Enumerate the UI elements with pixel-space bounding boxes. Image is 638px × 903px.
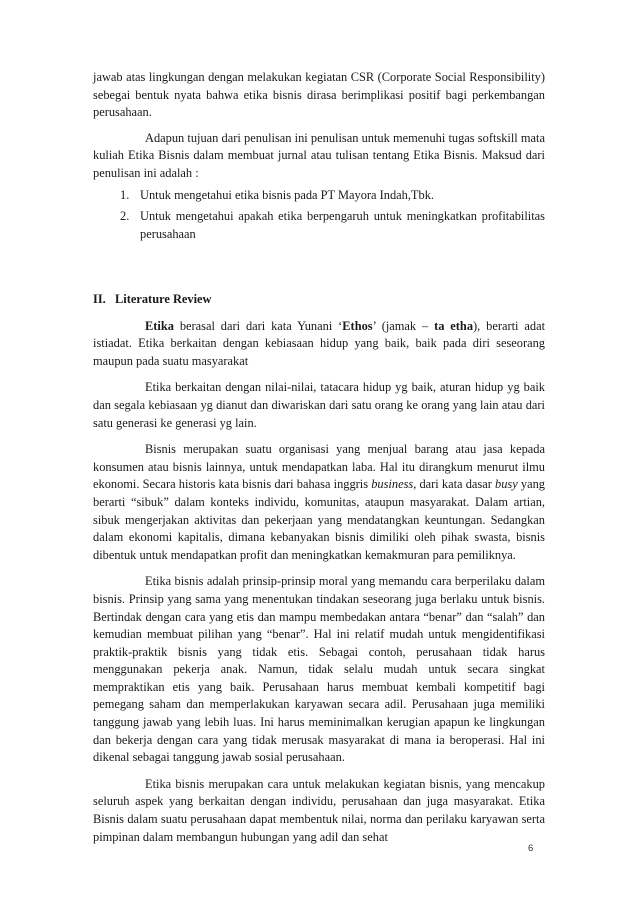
- text-run: Bisnis merupakan suatu organisasi yang menjual barang atau jasa kepada konsumen atau bisnis lainnya, untuk mendapatkan laba. Hal itu dirangkum menurut ilmu ekonomi. Secara historis kata bisnis dari bahasa inggris: [93, 442, 545, 492]
- term-ta-etha: ta etha: [434, 318, 474, 333]
- etika-bisnis-principles-paragraph: Etika bisnis adalah prinsip-prinsip moral yang memandu cara berperilaku dalam bisnis. Prinsip yang sama yang menentukan tindakan seseorang juga berlaku untuk bisnis. Bertindak dengan cara yang etis dan mampu membedakan antara “benar” dan “salah” dan kemudian membuat pilihan yang “benar”. Hal ini relatif mudah untuk mengidentifikasi praktik-praktik bisnis yang tidak etis. Sebagai contoh, perusahaan tidak harus menggunakan pekerja anak. Namun, tidak selalu mudah untuk secara singkat mempraktikan etis yang baik. Perusahaan harus membuat kembali kompetitif bagi pemegang saham dan memperlakukan karyawan secara adil. Perusahaan juga memiliki tanggung jawab yang lebih luas. Ini harus meminimalkan kerugian apapun ke lingkungan dan bekerja dengan cara yang tidak merusak masyarakat di mana ia beroperasi. Hal ini dikenal sebagai tanggung jawab sosial perusahaan.: [93, 574, 545, 765]
- list-item-text: Untuk mengetahui apakah etika berpengaruh untuk meningkatkan profitabilitas perusahaan: [140, 209, 545, 241]
- text-run: ), berarti adat istiadat. Etika berkaitan dengan kebiasaan hidup yang baik, baik pada diri seseorang maupun pada suatu masyarakat: [93, 318, 546, 368]
- list-item: [93, 187, 545, 205]
- list-item-text: Untuk mengetahui etika bisnis pada PT Mayora Indah,Tbk.: [140, 187, 434, 202]
- text-run: berasal dari dari kata Yunani ‘: [173, 318, 343, 333]
- bisnis-definition-paragraph: [93, 441, 545, 564]
- intro-paragraph-1: jawab atas lingkungan dengan melakukan kegiatan CSR (Corporate Social Responsibility) sebegai bentuk nyata bahwa etika bisnis dirasa berimplikasi positif bagi perkembangan perusahaan.: [93, 70, 545, 120]
- page-number: 6: [528, 843, 534, 854]
- list-item-number: 2.: [120, 209, 130, 224]
- purpose-list: [93, 187, 545, 244]
- section-heading: II. Literature Review: [93, 292, 212, 306]
- list-item: [93, 208, 545, 243]
- etika-values-paragraph: Etika berkaitan dengan nilai-nilai, tatacara hidup yg baik, aturan hidup yg baik dan segala kebiasaan yg dianut dan diwariskan dari satu orang ke orang yang lain atau dari satu generasi ke generasi yg lain.: [93, 380, 545, 430]
- text-run: yang berarti “sibuk” dalam konteks individu, komunitas, ataupun masyarakat. Dalam artian, sibuk mengerjakan aktivitas dan pekerjaan yang mendatangkan keuntungan. Sedangkan dalam ekonomi kapitalis, dimana kebanyakan bisnis dimiliki oleh pihak swasta, bisnis dibentuk untuk mendapatkan profit dan meningkatkan kemakmuran para pemiliknya.: [93, 477, 545, 562]
- text-run: , dari kata dasar: [413, 477, 496, 492]
- term-ethos: Ethos: [342, 318, 373, 333]
- intro-paragraph-2: Adapun tujuan dari penulisan ini penulisan untuk memenuhi tugas softskill mata kuliah Etika Bisnis dalam membuat jurnal atau tulisan tentang Etika Bisnis. Maksud dari penulisan ini adalah :: [93, 130, 545, 180]
- etika-definition-paragraph: [93, 318, 545, 371]
- term-business: business: [371, 477, 414, 492]
- etika-bisnis-way-paragraph: Etika bisnis merupakan cara untuk melakukan kegiatan bisnis, yang mencakup seluruh aspek yang berkaitan dengan individu, perusahaan dan juga masyarakat. Etika Bisnis dalam suatu perusahaan dapat membentuk nilai, norma dan perilaku karyawan serta pimpinan dalam membangun hubungan yang adil dan sehat: [93, 776, 545, 844]
- list-item-number: 1.: [120, 187, 130, 202]
- text-run: ’ (jamak –: [372, 318, 435, 333]
- intro-block: [93, 69, 545, 243]
- literature-review-section: [93, 291, 545, 846]
- term-busy: busy: [495, 477, 518, 492]
- term-etika: Etika: [145, 318, 174, 333]
